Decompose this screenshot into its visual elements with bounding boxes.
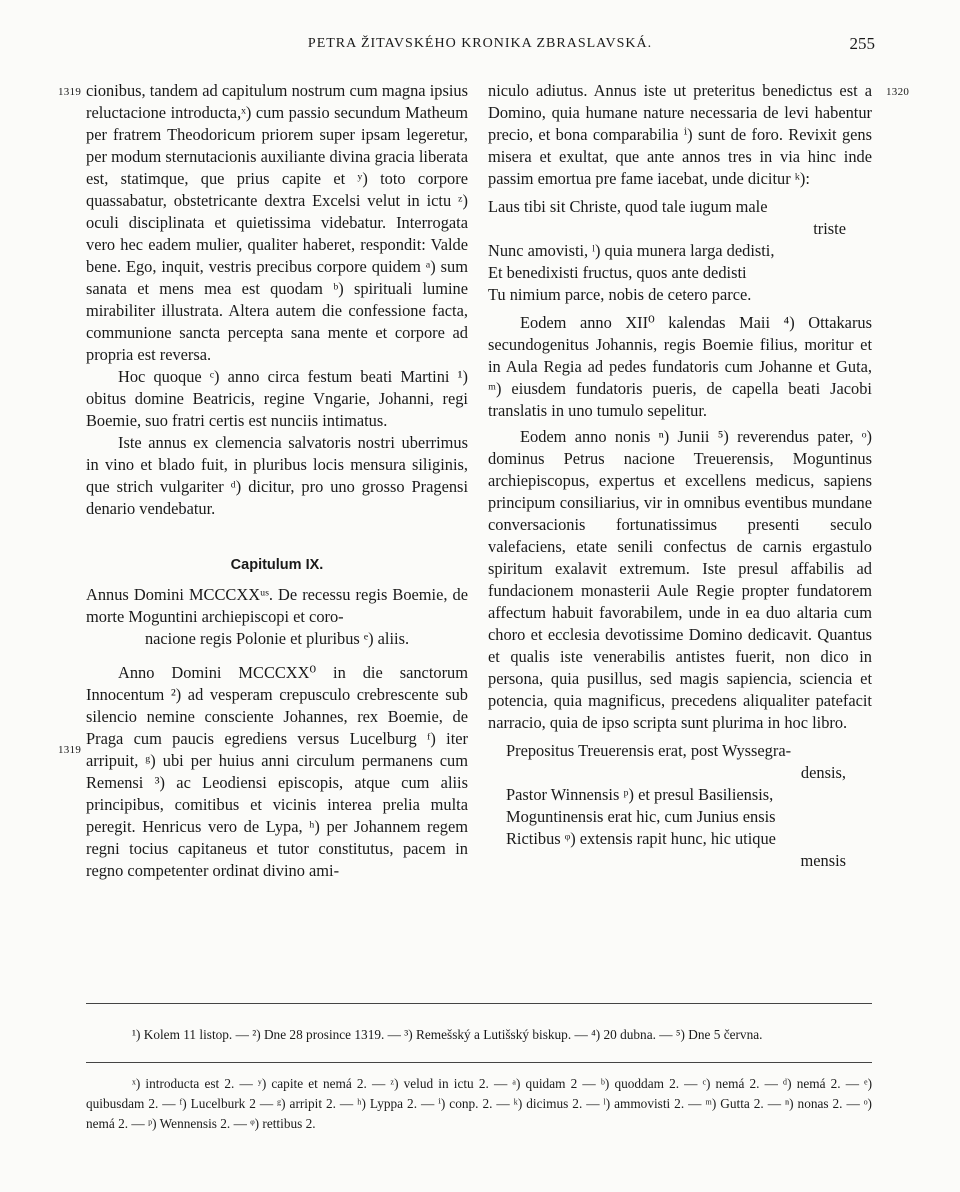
verse-block (488, 740, 872, 872)
chapter-title-line: nacione regis Polonie et pluribus ᵉ) aliis. (144, 629, 410, 648)
verse-line: Prepositus Treuerensis erat, post Wyssegra- (506, 741, 792, 760)
verse-block (488, 196, 872, 306)
verse-line: Laus tibi sit Christe, quod tale iugum male (488, 197, 768, 216)
footnote-divider (86, 1003, 872, 1004)
paragraph: cionibus, tandem ad capitulum nostrum cum magna ipsius reluctacione introducta,ˣ) cum passio secundum Matheum per fratrem Theodoricum priorem super ipsam legeretur, per modum sternutacionis auxiliante divina gracia liberata est, statimque, que prius capite et ʸ) toto corpore quassabatur, obstetricante dextra Excelsi velut in ictu ᶻ) oculi disciplinata et quietissima videbatur. Interrogata vero hec eadem mulier, qualiter haberet, respondit: Valde bene. Ego, inquit, vestris precibus corpore quidem ᵃ) sum sanata et mens mea est quodam ᵇ) spirituali lumine mirabiliter illustrata. Altera autem die confessione facta, communione sancta percepta sana mente et corpore ad propria est reversa. (86, 81, 468, 364)
page-header (85, 36, 875, 58)
verse-line: Tu nimium parce, nobis de cetero parce. (488, 285, 752, 304)
paragraph: Eodem anno XII⁰ kalendas Maii ⁴) Ottakarus secundogenitus Johannis, regis Boemie filius, moritur et in Aula Regia ad pedes fundatoris cum Johanne et Guta, ᵐ) eiusdem fundatoris pueris, de capella beati Jacobi translatis in uno tumulo sepelitur. (488, 313, 872, 420)
verse-line-continuation: mensis (800, 851, 846, 870)
verse-line: Nunc amovisti, ˡ) quia munera larga dedisti, (488, 241, 775, 260)
verse-line: Pastor Winnensis ᵖ) et presul Basiliensis, (506, 785, 774, 804)
margin-year-left-top: 1319 (58, 86, 82, 98)
footnote-divider (86, 1062, 872, 1063)
chapter-title (86, 584, 468, 650)
paragraph: Hoc quoque ᶜ) anno circa festum beati Martini ¹) obitus domine Beatricis, regine Vngarie, Johanni, regi Boemie, suo fratri certis est nunciis intimatus. (86, 367, 468, 430)
footnote-text: ˣ) introducta est 2. — ʸ) capite et nemá 2. — ᶻ) velud in ictu 2. — ᵃ) quidam 2 — ᵇ) quoddam 2. — ᶜ) nemá 2. — ᵈ) nemá 2. — ᵉ) quibusdam 2. — ᶠ) Lucelburk 2 — ᵍ) arripit 2. — ʰ) Lyppa 2. — ⁱ) conp. 2. — ᵏ) dicimus 2. — ˡ) ammovisti 2. — ᵐ) Gutta 2. — ⁿ) nonas 2. — ᵒ) nemá 2. — ᵖ) Wennensis 2. — ᵠ) rettibus 2. (86, 1076, 872, 1131)
paragraph: Eodem anno nonis ⁿ) Junii ⁵) reverendus pater, ᵒ) dominus Petrus nacione Treuerensis, Moguntinus archiepiscopus, expertus et excellens medicus, sapiens principum consiliarius, vir in omnibus eventibus mundane conversacionis fortunatissimus presenti seculo valefaciens, etate senili confectus de carnis ergastulo spiritum exalavit extremum. Iste presul affabilis ad fundacionem monasterii Aule Regie propter fundatorem affectum habuit favorabilem, unde in ea duo altaria cum choro et ecclesia devotissime Domino dedicavit. Quantus et qualis iste venerabilis antistes fuerit, non dico in persona, quia pusillus, sed magis sapiencia, sciencia et potencia, quia magnificus, precedens aliqualiter patefacit narracio, quia de ipso scripta sunt plurima in hoc libro. (488, 427, 872, 732)
page-number: 255 (849, 34, 875, 53)
left-column (86, 80, 468, 882)
running-head: PETRA ŽITAVSKÉHO KRONIKA ZBRASLAVSKÁ. (307, 36, 653, 51)
footnotes-lettered (86, 1074, 872, 1134)
paragraph: niculo adiutus. Annus iste ut preteritus benedictus est a Domino, quia humane nature necessaria de levi habentur precio, et bona comparabilia ⁱ) sunt de foro. Revixit gens misera et exultat, que ante annos tres in via hinc inde passim emortua pre fame iacebat, unde dicitur ᵏ): (488, 81, 872, 188)
margin-year-right: 1320 (886, 86, 910, 98)
paragraph: Anno Domini MCCCXX⁰ in die sanctorum Innocentum ²) ad vesperam crepusculo crebrescente sub silencio nemine consciente Johannes, rex Boemie, de Praga cum paucis egrediens versus Lucelburg ᶠ) iter arripuit, ᵍ) ubi per huius anni circulum permanens cum Remensi ³) ac Leodiensi episcopis, atque cum aliis principibus, comitibus et vicinis interea prelia multa peregit. Henricus vero de Lypa, ʰ) per Johannem regem regni tocius capitaneus et tutor constitutus, pacem in regno competenter ordinat divino ami- (86, 663, 468, 880)
verse-line: Et benedixisti fructus, quos ante dedisti (488, 263, 747, 282)
margin-year-left-bottom: 1319 (58, 744, 82, 756)
chapter-title-line: Annus Domini MCCCXXᵘˢ. De recessu regis Boemie, de morte Moguntini archiepiscopi et coro- (86, 585, 468, 626)
paragraph: Iste annus ex clemencia salvatoris nostri uberrimus in vino et blado fuit, in pluribus locis mensura siliginis, que strich vulgariter ᵈ) dicitur, pro uno grosso Pragensi denario vendebatur. (86, 433, 468, 518)
right-column (488, 80, 872, 872)
verse-line-continuation: triste (813, 219, 846, 238)
footnotes-numbered (86, 1025, 872, 1045)
verse-line: Rictibus ᵠ) extensis rapit hunc, hic utique (506, 829, 776, 848)
chapter-heading: Capitulum IX. (230, 557, 324, 573)
footnote-text: ¹) Kolem 11 listop. — ²) Dne 28 prosince 1319. — ³) Remešský a Lutišský biskup. — ⁴) 20 dubna. — ⁵) Dne 5 června. (132, 1027, 763, 1042)
verse-line: Moguntinensis erat hic, cum Junius ensis (506, 807, 776, 826)
verse-line-continuation: densis, (800, 763, 846, 782)
